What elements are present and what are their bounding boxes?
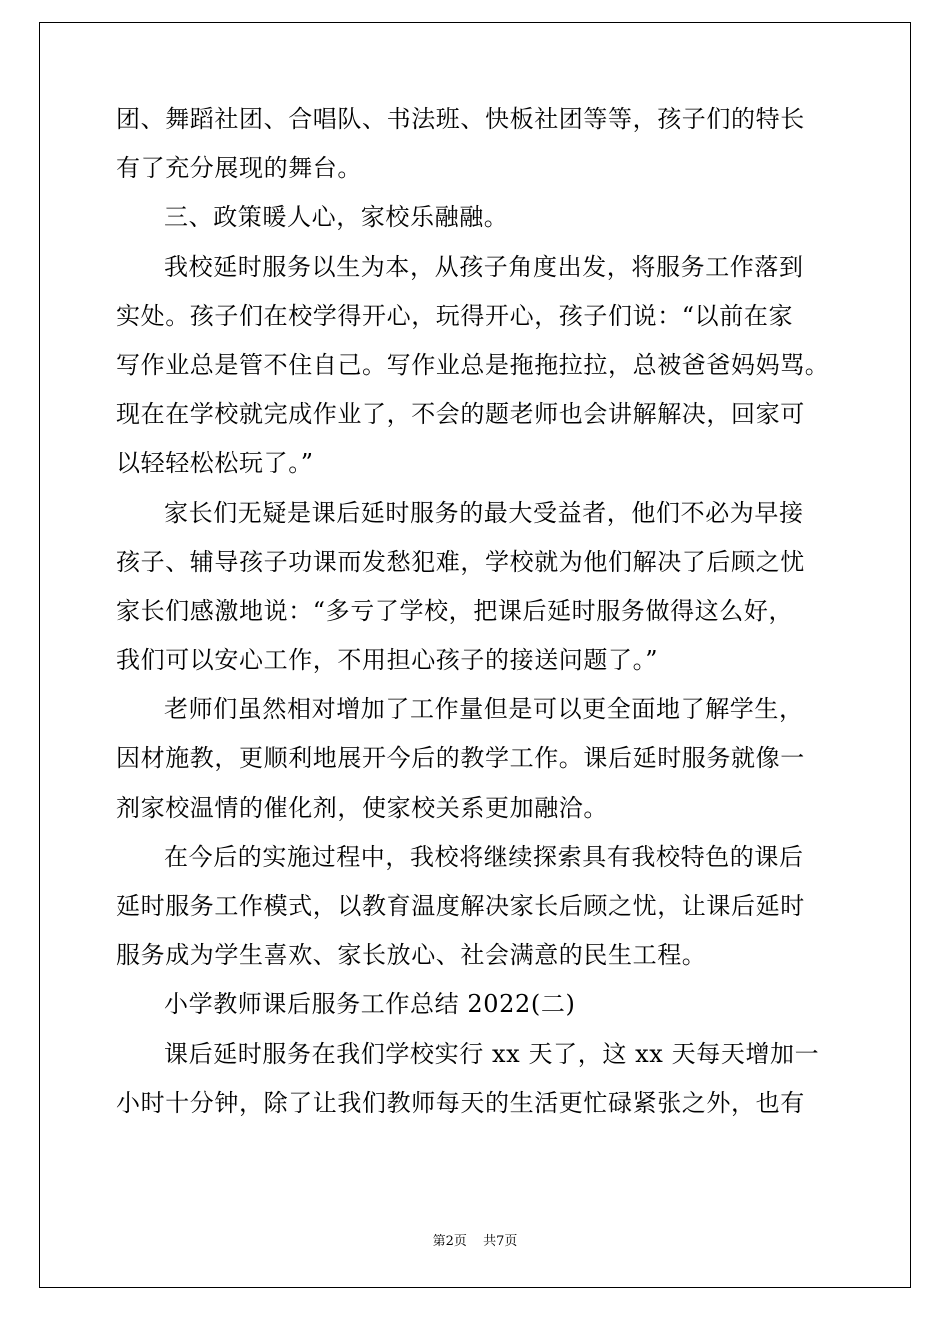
- page-total: 共7页: [483, 1234, 518, 1249]
- text-line: 家长们感激地说：“多亏了学校，把课后延时服务做得这么好，: [116, 596, 794, 625]
- section-heading: 三、政策暖人心，家校乐融融。: [164, 203, 509, 232]
- text-line: 小时十分钟，除了让我们教师每天的生活更忙碌紧张之外，也有: [116, 1088, 805, 1117]
- text-line: 现在在学校就完成作业了，不会的题老师也会讲解解决，回家可: [116, 400, 805, 429]
- text-line: 在今后的实施过程中，我校将继续探索具有我校特色的课后: [164, 842, 804, 871]
- text-line: 家长们无疑是课后延时服务的最大受益者，他们不必为早接: [164, 498, 804, 527]
- document-body: [116, 95, 832, 1128]
- text-line: 团、舞蹈社团、合唱队、书法班、快板社团等等，孩子们的特长: [116, 105, 805, 133]
- text-line: 延时服务工作模式，以教育温度解决家长后顾之忧，让课后延时: [116, 892, 805, 920]
- text-line: 因材施教，更顺利地展开今后的教学工作。课后延时服务就像一: [116, 744, 805, 773]
- page-number: 第2页: [432, 1234, 467, 1249]
- text-line: 服务成为学生喜欢、家长放心、社会满意的民生工程。: [116, 941, 707, 970]
- document-subtitle: 小学教师课后服务工作总结 2022(二): [164, 990, 576, 1019]
- text-line: 我校延时服务以生为本，从孩子角度出发，将服务工作落到: [164, 252, 804, 281]
- text-line: 以轻轻松松玩了。”: [116, 449, 314, 478]
- text-line: 孩子、辅导孩子功课而发愁犯难，学校就为他们解决了后顾之忧: [116, 547, 805, 576]
- text-line: 实处。孩子们在校学得开心，玩得开心，孩子们说：“以前在家: [116, 301, 794, 330]
- text-line: 我们可以安心工作，不用担心孩子的接送问题了。”: [116, 646, 659, 675]
- page-footer: [0, 1232, 950, 1252]
- text-line: 写作业总是管不住自己。写作业总是拖拖拉拉，总被爸爸妈妈骂。: [116, 350, 830, 379]
- text-line: 有了充分展现的舞台。: [116, 154, 362, 183]
- text-line: 老师们虽然相对增加了工作量但是可以更全面地了解学生，: [164, 695, 804, 724]
- text-line: 剂家校温情的催化剂，使家校关系更加融洽。: [116, 793, 608, 822]
- text-line: 课后延时服务在我们学校实行 xx 天了，这 xx 天每天增加一: [164, 1039, 820, 1068]
